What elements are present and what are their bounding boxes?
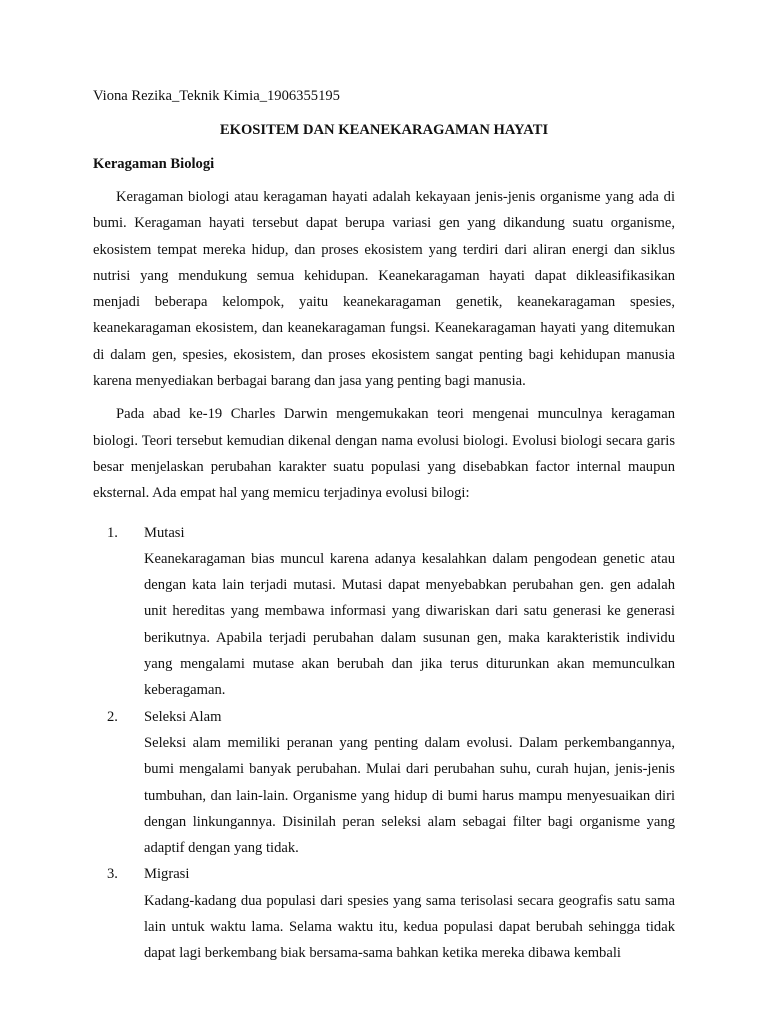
list-item-title: Seleksi Alam xyxy=(144,708,222,725)
evolution-factors-list xyxy=(93,520,675,967)
list-item-title: Mutasi xyxy=(144,524,185,541)
list-item-mutasi xyxy=(93,520,675,704)
list-item-title: Migrasi xyxy=(144,866,190,883)
list-item-seleksi-alam xyxy=(93,704,675,862)
list-item-migrasi xyxy=(93,861,675,966)
paragraph-biodiversity: Keragaman biologi atau keragaman hayati adalah kekayaan jenis-jenis organisme yang ada di bumi. Keragaman hayati tersebut dapat berupa variasi gen yang dikandung suatu organisme, ekosistem tempat mereka hidup, dan proses ekosistem yang terdiri dari aliran energi dan siklus nutrisi yang mendukung semua kehidupan. Keanekaragaman hayati dapat dikleasifikasikan menjadi beberapa kelompok, yaitu keanekaragaman genetik, keanekaragaman spesies, keanekaragaman ekosistem, dan keanekaragaman fungsi. Keanekaragaman hayati yang ditemukan di dalam gen, spesies, ekosistem, dan proses ekosistem sangat penting bagi kehidupan manusia karena menyediakan berbagai barang dan jasa yang penting bagi manusia. xyxy=(93,189,675,390)
author-line: Viona Rezika_Teknik Kimia_1906355195 xyxy=(93,88,340,104)
list-item-body: Kadang-kadang dua populasi dari spesies yang sama terisolasi secara geografis satu sama lain untuk waktu lama. Selama waktu itu, kedua populasi dapat berubah sehingga tidak dapat lagi berkembang biak bersama-sama bahkan ketika mereka dibawa kembali xyxy=(144,892,675,962)
list-item-body: Keanekaragaman bias muncul karena adanya kesalahkan dalam pengodean genetic atau dengan kata lain terjadi mutasi. Mutasi dapat menyebabkan perubahan gen. gen adalah unit hereditas yang membawa informasi yang diwariskan dari satu generasi ke generasi berikutnya. Apabila terjadi perubahan dalam susunan gen, maka karakteristik individu yang mengalami mutase akan berubah dan jika terus diturunkan akan memunculkan keberagaman. xyxy=(144,550,675,699)
list-number: 2. xyxy=(107,708,118,725)
list-item-body: Seleksi alam memiliki peranan yang penting dalam evolusi. Dalam perkembangannya, bumi mengalami banyak perubahan. Mulai dari perubahan suhu, curah hujan, jenis-jenis tumbuhan, dan lain-lain. Organisme yang hidup di bumi harus mampu menyesuaikan diri dengan linkungannya. Disinilah peran seleksi alam sebagai filter bagi organisme yang adaptif dengan yang tidak. xyxy=(144,734,675,857)
list-number: 1. xyxy=(107,524,118,541)
document-title: EKOSITEM DAN KEANEKARAGAMAN HAYATI xyxy=(219,122,549,138)
paragraph-darwin: Pada abad ke-19 Charles Darwin mengemukakan teori mengenai munculnya keragaman biologi. Teori tersebut kemudian dikenal dengan nama evolusi biologi. Evolusi biologi secara garis besar menjelaskan perubahan karakter suatu populasi yang disebabkan factor internal maupun eksternal. Ada empat hal yang memicu terjadinya evolusi bilogi: xyxy=(93,406,675,502)
document-page xyxy=(93,86,675,967)
list-number: 3. xyxy=(107,866,118,883)
section-heading: Keragaman Biologi xyxy=(93,156,215,172)
